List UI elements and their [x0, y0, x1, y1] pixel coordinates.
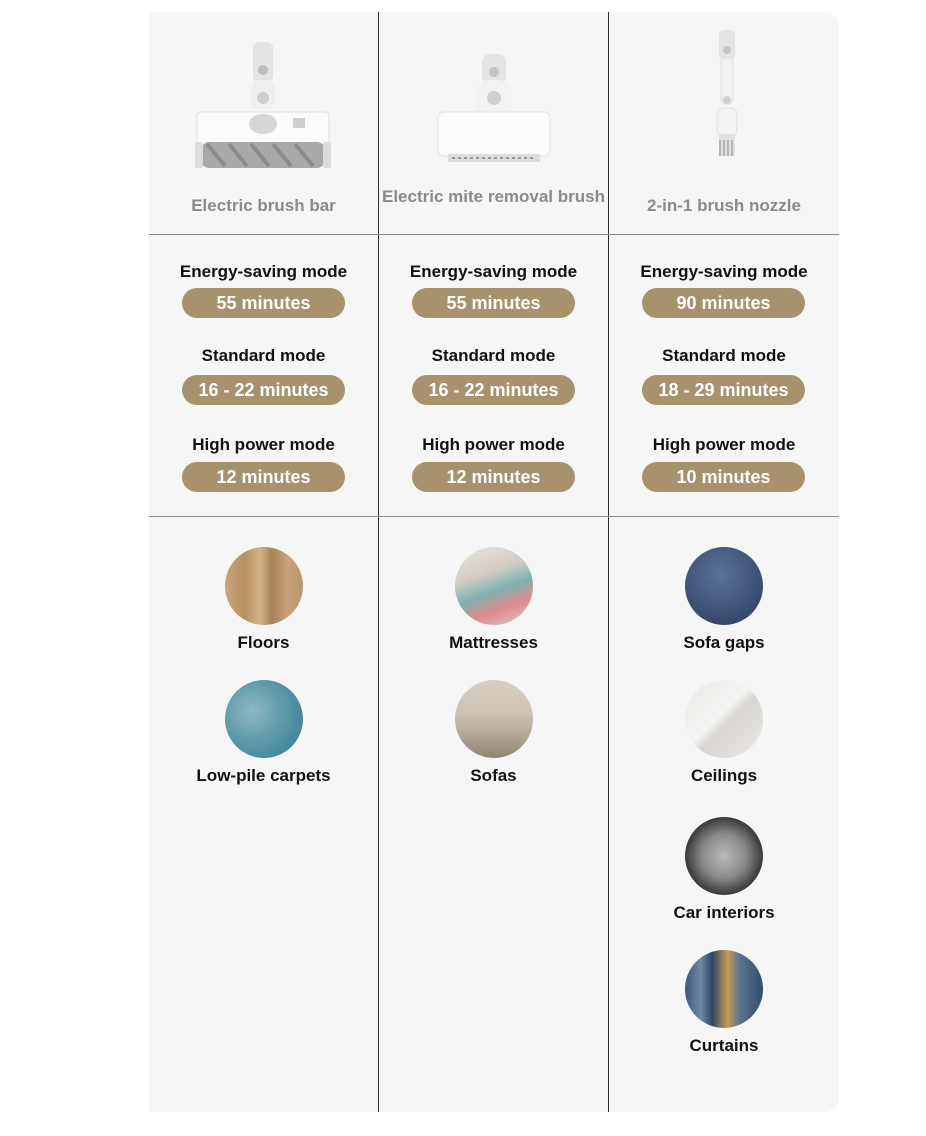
- use-case-label: Low-pile carpets: [196, 766, 331, 785]
- mode-label-standard: Standard mode: [662, 346, 786, 365]
- runtime-badge: 55 minutes: [412, 288, 575, 318]
- use-case-item: [609, 547, 839, 653]
- comparison-table: [149, 12, 839, 1112]
- mode-label-high-power: High power mode: [192, 435, 335, 454]
- floors-image: [225, 547, 303, 625]
- ceilings-image: [685, 680, 763, 758]
- use-case-label: Ceilings: [690, 766, 758, 785]
- electric-brush-bar-image: [193, 42, 333, 172]
- use-case-label: Curtains: [689, 1036, 759, 1055]
- use-case-item: [609, 680, 839, 786]
- use-case-label: Sofas: [470, 766, 517, 785]
- use-case-label: Sofa gaps: [683, 633, 765, 652]
- product-name: Electric mite removal brush: [382, 187, 605, 206]
- column-brush-nozzle: [609, 12, 839, 1112]
- column-mite-removal-brush: [379, 12, 608, 1112]
- brush-nozzle-image: [707, 30, 747, 175]
- runtime-badge: 16 - 22 minutes: [182, 375, 345, 405]
- mode-label-energy-saving: Energy-saving mode: [640, 262, 808, 281]
- mode-label-energy-saving: Energy-saving mode: [179, 262, 348, 281]
- use-case-item: [379, 680, 608, 786]
- sofa-image: [455, 680, 533, 758]
- use-case-label: Floors: [237, 633, 290, 652]
- mode-label-high-power: High power mode: [652, 435, 796, 454]
- mode-label-high-power: High power mode: [422, 435, 565, 454]
- product-name: Electric brush bar: [191, 196, 336, 215]
- mode-label-energy-saving: Energy-saving mode: [409, 262, 578, 281]
- runtime-badge: 12 minutes: [182, 462, 345, 492]
- runtime-badge: 55 minutes: [182, 288, 345, 318]
- curtains-image: [685, 950, 763, 1028]
- runtime-badge: 90 minutes: [642, 288, 805, 318]
- use-case-label: Mattresses: [449, 633, 538, 652]
- mite-removal-brush-image: [434, 54, 554, 169]
- mode-label-standard: Standard mode: [201, 346, 326, 365]
- runtime-badge: 16 - 22 minutes: [412, 375, 575, 405]
- runtime-badge: 12 minutes: [412, 462, 575, 492]
- use-case-item: [149, 680, 378, 786]
- carpet-image: [225, 680, 303, 758]
- column-electric-brush-bar: [149, 12, 378, 1112]
- car-interior-image: [685, 817, 763, 895]
- use-case-item: [609, 817, 839, 923]
- use-case-label: Car interiors: [673, 903, 775, 922]
- use-case-item: [609, 950, 839, 1056]
- mode-label-standard: Standard mode: [431, 346, 556, 365]
- mattress-image: [455, 547, 533, 625]
- use-case-item: [149, 547, 378, 653]
- runtime-badge: 10 minutes: [642, 462, 805, 492]
- product-name: 2-in-1 brush nozzle: [647, 196, 801, 215]
- use-case-item: [379, 547, 608, 653]
- sofa-gaps-image: [685, 547, 763, 625]
- runtime-badge: 18 - 29 minutes: [642, 375, 805, 405]
